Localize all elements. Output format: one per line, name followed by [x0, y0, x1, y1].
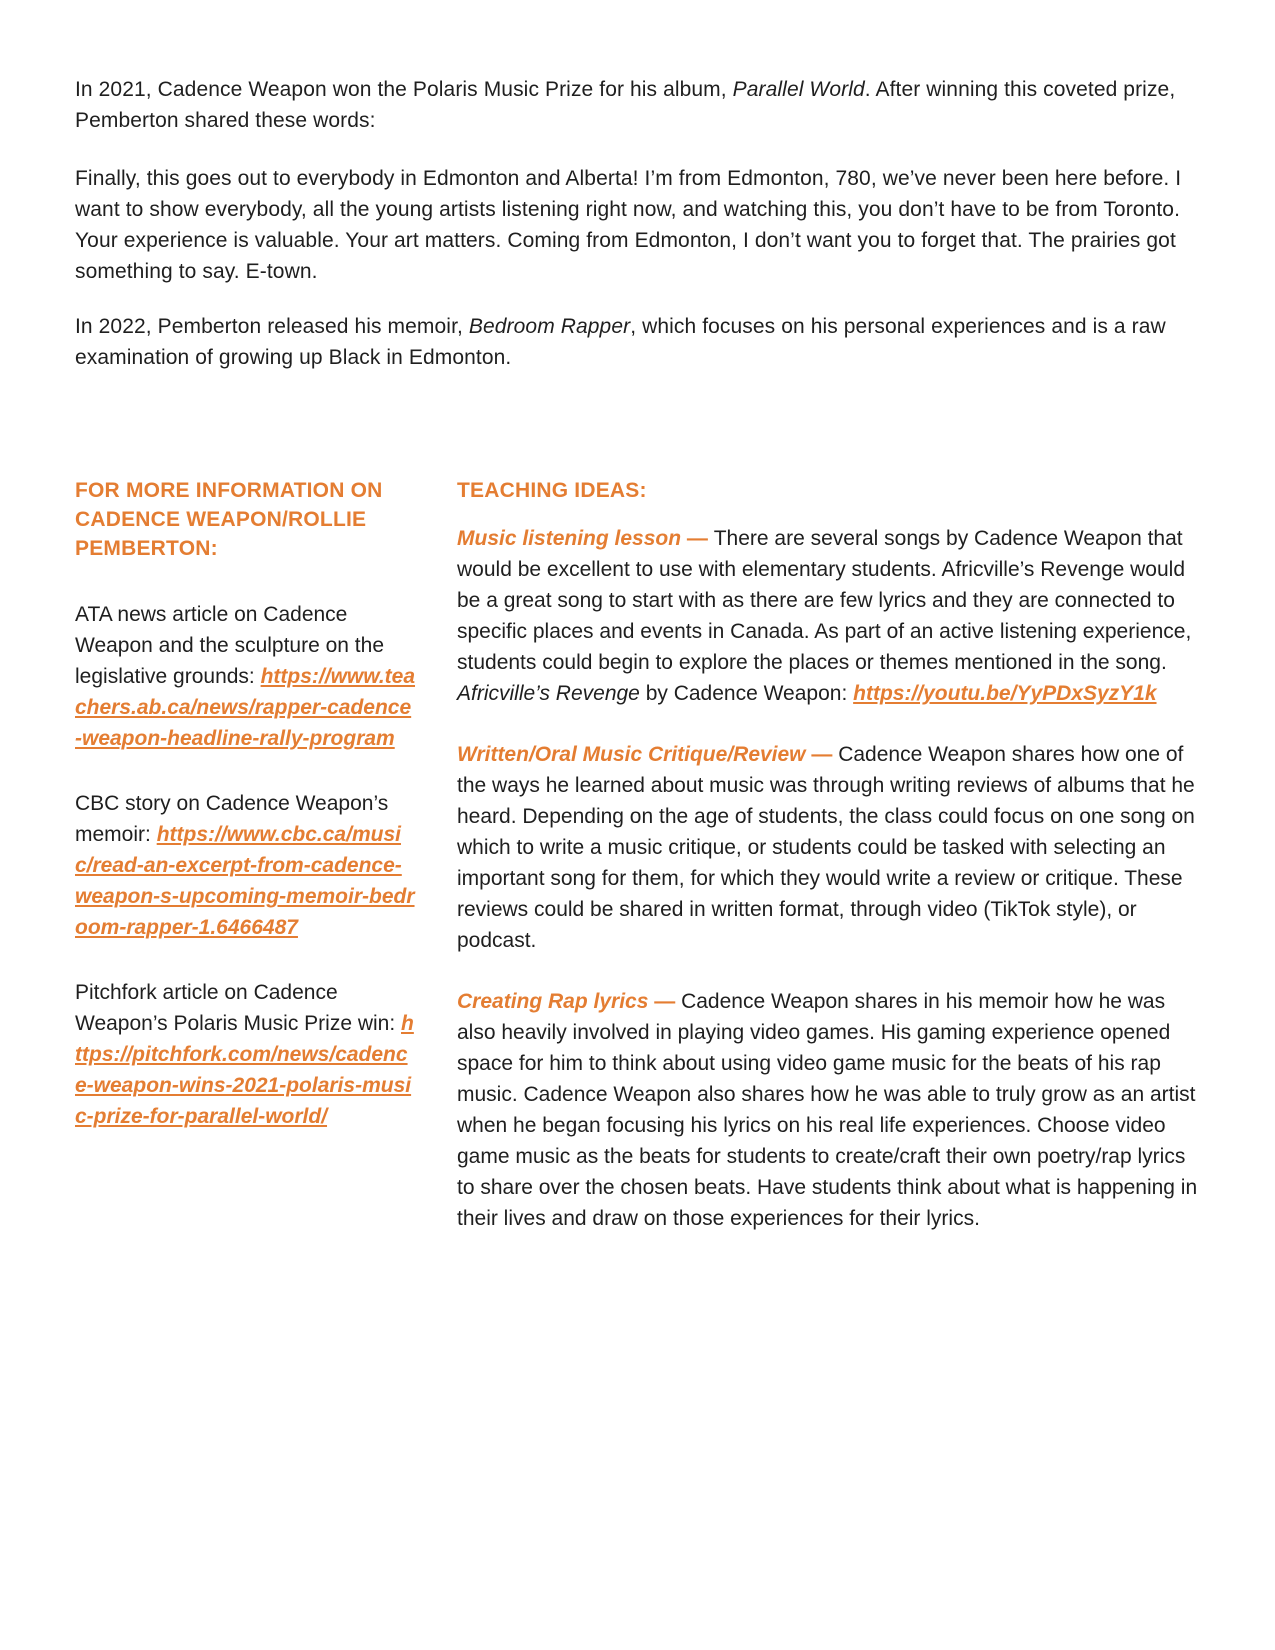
cbc-story-link[interactable]: https://www.cbc.ca/music/read-an-excerpt-from-cadence-weapon-s-upcoming-memoir-bedroom-rapper-1.6466487 — [75, 823, 415, 939]
em-dash: — — [648, 990, 682, 1013]
teaching-ideas-heading: TEACHING IDEAS: — [457, 479, 647, 502]
memoir-paragraph — [75, 311, 1205, 373]
more-info-column — [75, 476, 415, 1166]
intro-paragraph — [75, 74, 1205, 136]
idea-music-listening — [457, 523, 1205, 709]
song-credit: by Cadence Weapon: — [639, 682, 854, 705]
idea-title: Creating Rap lyrics — [457, 990, 649, 1013]
memoir-text-end: , which focuses on his personal experiences and is a raw examination of growing up Black in Edmonton. — [75, 315, 1166, 369]
idea-body: There are several songs by Cadence Weapon that would be excellent to use with elementary students. Africville’s Revenge would be a great song to start with as there are few lyrics and they are connected to specific places and events in Canada. As part of an active listening experience, students could begin to explore the places or themes mentioned in the song. — [457, 527, 1192, 674]
resource-cbc — [75, 788, 415, 943]
intro-text-start: In 2021, Cadence Weapon won the Polaris Music Prize for his album, — [75, 78, 733, 101]
pemberton-quote: Finally, this goes out to everybody in Edmonton and Alberta! I’m from Edmonton, 780, we’ve never been here before. I want to show everybody, all the young artists listening right now, and watching this, you don’t have to be from Toronto. Your experience is valuable. Your art matters. Coming from Edmonton, I don’t want you to forget that. The prairies got something to say. E-town. — [75, 167, 1182, 283]
em-dash: — — [681, 527, 714, 550]
album-title: Parallel World — [732, 78, 865, 101]
youtube-link[interactable]: https://youtu.be/YyPDxSyzY1k — [853, 682, 1157, 705]
intro-text-end: . After winning this coveted prize, Pemberton shared these words: — [75, 78, 1176, 132]
idea-title: Music listening lesson — [457, 527, 682, 550]
resource-description: Pitchfork article on Cadence Weapon’s Polaris Music Prize win: — [75, 981, 402, 1035]
em-dash: — — [805, 743, 839, 766]
teaching-ideas-column — [457, 476, 1205, 1264]
resource-ata — [75, 599, 415, 754]
more-info-heading: FOR MORE INFORMATION ON CADENCE WEAPON/ROLLIE PEMBERTON: — [75, 479, 383, 560]
memoir-text-start: In 2022, Pemberton released his memoir, — [75, 315, 469, 338]
resource-description: ATA news article on Cadence Weapon and the sculpture on the legislative grounds: — [75, 603, 385, 688]
idea-rap-lyrics — [457, 986, 1205, 1234]
ata-article-link[interactable]: https://www.teachers.ab.ca/news/rapper-cadence-weapon-headline-rally-program — [75, 665, 416, 750]
pitchfork-article-link[interactable]: https://pitchfork.com/news/cadence-weapon-wins-2021-polaris-music-prize-for-parallel-world/ — [75, 1012, 414, 1128]
song-title: Africville’s Revenge — [457, 682, 640, 705]
resource-pitchfork — [75, 977, 415, 1132]
idea-body: Cadence Weapon shares how one of the ways he learned about music was through writing reviews of albums that he heard. Depending on the age of students, the class could focus on one song on which to write a music critique, or students could be tasked with selecting an important song for them, for which they would write a review or critique. These reviews could be shared in written format, through video (TikTok style), or podcast. — [457, 743, 1195, 952]
idea-title: Written/Oral Music Critique/Review — [457, 743, 806, 766]
idea-body: Cadence Weapon shares in his memoir how he was also heavily involved in playing video games. His gaming experience opened space for him to think about using video game music for the beats of his rap music. Cadence Weapon also shares how he was able to truly grow as an artist when he began focusing his lyrics on his real life experiences. Choose video game music as the beats for students to create/craft their own poetry/rap lyrics to share over the chosen beats. Have students think about what is happening in their lives and draw on those experiences for their lyrics. — [457, 990, 1198, 1230]
idea-music-critique — [457, 739, 1205, 956]
resource-description: CBC story on Cadence Weapon’s memoir: — [75, 792, 389, 846]
memoir-title: Bedroom Rapper — [468, 315, 631, 338]
document-page — [75, 74, 1205, 373]
